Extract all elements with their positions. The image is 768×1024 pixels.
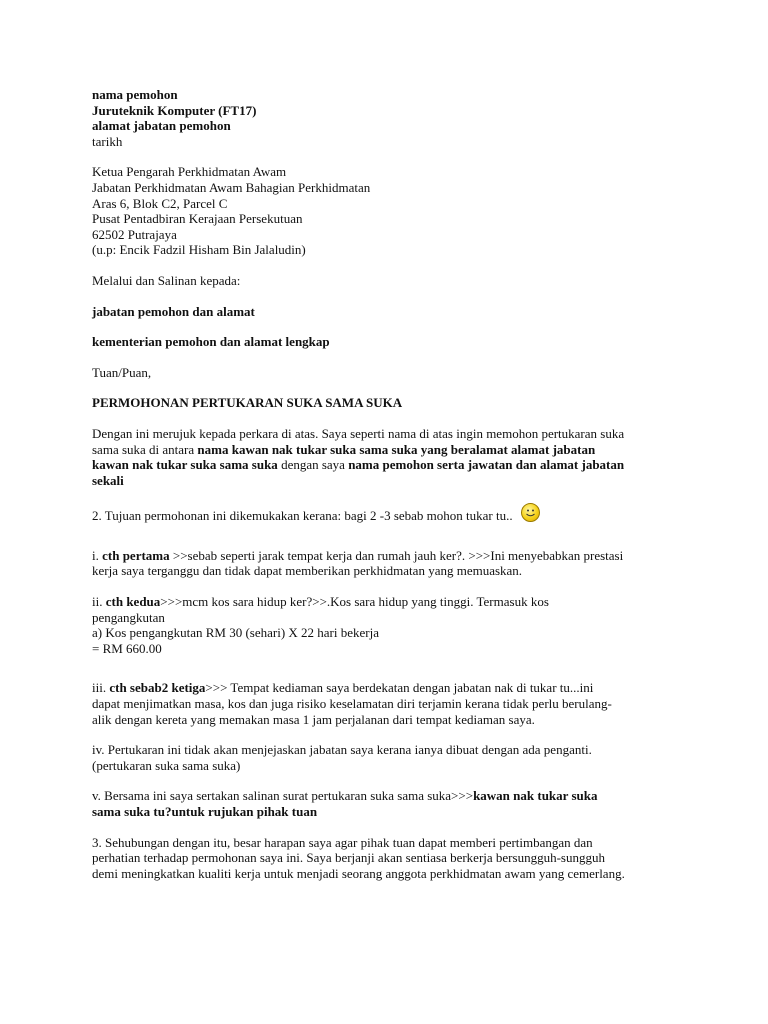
paragraph-line: iv. Pertukaran ini tidak akan menjejaskan jabatan saya kerana ianya dibuat dengan ada penganti. — [92, 742, 592, 758]
text-run: dengan saya — [277, 457, 349, 473]
item-text: >>sebab seperti jarak tempat kerja dan rumah jauh ker?. >>>Ini menyebabkan prestasi — [169, 547, 624, 563]
purpose-paragraph — [92, 503, 682, 524]
reason-item-2 — [92, 594, 682, 656]
cc-ministry: kementerian pemohon dan alamat lengkap — [92, 334, 330, 350]
paragraph-line: Dengan ini merujuk kepada perkara di atas. Saya seperti nama di atas ingin memohon pertukaran suka — [92, 425, 625, 441]
smiley-icon — [521, 503, 540, 522]
recipient-line: Jabatan Perkhidmatan Awam Bahagian Perkhidmatan — [92, 179, 371, 195]
cc-department: jabatan pemohon dan alamat — [92, 303, 255, 319]
paragraph-line — [92, 788, 682, 804]
item-label-bold: cth sebab2 ketiga — [109, 680, 206, 696]
recipient-line: Ketua Pengarah Perkhidmatan Awam — [92, 164, 287, 180]
text-run: sama suka di antara — [92, 441, 198, 457]
reason-item-3 — [92, 680, 682, 727]
reason-item-1 — [92, 548, 682, 579]
item-prefix: ii. — [92, 594, 106, 610]
salutation: Tuan/Puan, — [92, 364, 152, 380]
paragraph-line: kerja saya terganggu dan tidak dapat memberikan perkhidmatan yang memuaskan. — [92, 563, 523, 579]
paragraph-line — [92, 594, 682, 610]
applicant-name: nama pemohon — [92, 87, 178, 102]
reason-item-4 — [92, 742, 682, 773]
paragraph-line: perhatian terhadap permohonan saya ini. Saya berjanji akan sentiasa berkerja bersungguh-sungguh — [92, 850, 605, 866]
paragraph-line — [92, 548, 682, 564]
subject-heading: PERMOHONAN PERTUKARAN SUKA SAMA SUKA — [92, 395, 403, 411]
item-label-bold: cth kedua — [105, 594, 161, 610]
reason-item-5 — [92, 788, 682, 819]
paragraph-line: (pertukaran suka sama suka) — [92, 757, 241, 773]
paragraph-line: sekali — [92, 472, 124, 488]
item-text: >>>mcm kos sara hidup ker?>>.Kos sara hidup yang tinggi. Termasuk kos — [160, 594, 549, 610]
paragraph-line — [92, 457, 682, 473]
closing-paragraph — [92, 835, 682, 882]
recipient-address — [92, 164, 682, 258]
applicant-position: Juruteknik Komputer (FT17) — [92, 102, 257, 118]
paragraph-line: dapat menjimatkan masa, kos dan juga risiko keselamatan diri terjamin kerana tidak perlu berulang- — [92, 696, 612, 712]
item-prefix: iii. — [92, 680, 110, 696]
paragraph-line: = RM 660.00 — [92, 640, 162, 656]
paragraph-line — [92, 680, 682, 696]
recipient-line: (u.p: Encik Fadzil Hisham Bin Jalaludin) — [92, 242, 306, 258]
recipient-line: 62502 Putrajaya — [92, 226, 177, 242]
paragraph-line: 3. Sehubungan dengan itu, besar harapan saya agar pihak tuan dapat memberi pertimbangan dan — [92, 834, 593, 850]
paragraph-line: alik dengan kereta yang memakan masa 1 jam perjalanan dari tempat kediaman saya. — [92, 711, 535, 727]
item-text: v. Bersama ini saya sertakan salinan surat pertukaran suka sama suka>>> — [92, 788, 474, 804]
letter-body — [92, 87, 682, 881]
paragraph-line — [92, 442, 682, 458]
paragraph-text: 2. Tujuan permohonan ini dikemukakan kerana: bagi 2 -3 sebab mohon tukar tu.. — [92, 508, 513, 524]
text-run-bold: nama kawan nak tukar suka sama suka yang beralamat alamat jabatan — [197, 441, 596, 457]
text-run-bold: nama pemohon serta jawatan dan alamat jabatan — [348, 457, 625, 473]
text-run-bold: kawan nak tukar suka sama suka — [92, 457, 278, 473]
recipient-line: Pusat Pentadbiran Kerajaan Persekutuan — [92, 211, 303, 227]
paragraph-line: pengangkutan — [92, 609, 165, 625]
paragraph-line: a) Kos pengangkutan RM 30 (sehari) X 22 hari bekerja — [92, 625, 379, 641]
cc-label: Melalui dan Salinan kepada: — [92, 272, 241, 288]
item-prefix: i. — [92, 547, 103, 563]
applicant-department-address: alamat jabatan pemohon — [92, 118, 231, 134]
paragraph-line: demi meningkatkan kualiti kerja untuk menjadi seorang anggota perkhidmatan awam yang cemerlang. — [92, 865, 625, 881]
item-label-bold: cth pertama — [102, 547, 170, 563]
item-text: >>> Tempat kediaman saya berdekatan dengan jabatan nak di tukar tu...ini — [205, 680, 594, 696]
letter-date: tarikh — [92, 133, 123, 149]
intro-paragraph — [92, 426, 682, 488]
item-text-bold: kawan nak tukar suka — [473, 788, 598, 804]
recipient-line: Aras 6, Blok C2, Parcel C — [92, 195, 228, 211]
paragraph-line: sama suka tu?untuk rujukan pihak tuan — [92, 804, 318, 819]
